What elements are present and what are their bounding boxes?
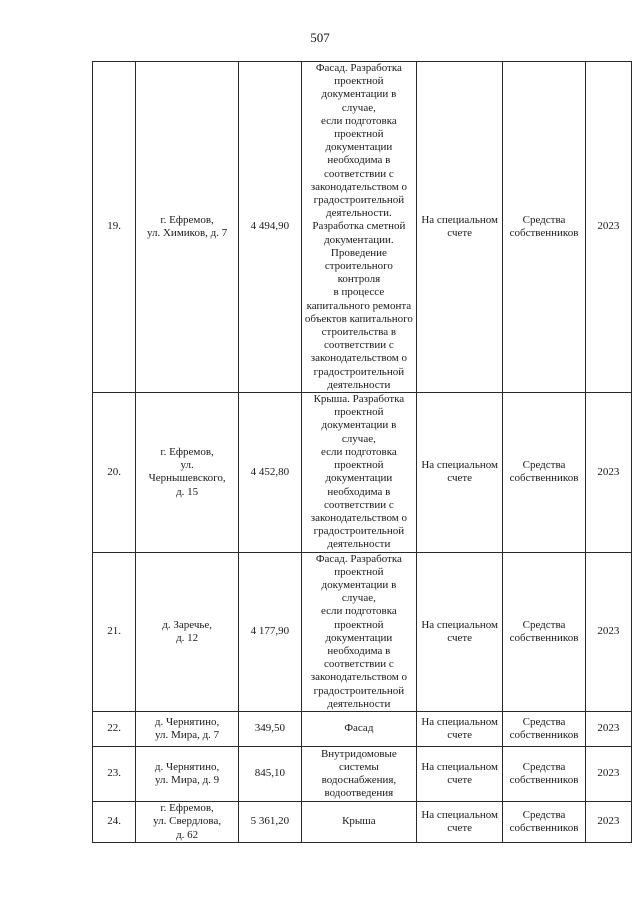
table-row — [93, 711, 632, 746]
year-cell: 2023 — [585, 393, 631, 552]
funding-method-cell: На специальном счете — [416, 801, 502, 842]
area-cell: 4 177,90 — [239, 552, 302, 711]
table-row — [93, 801, 632, 842]
work-description-cell: Внутридомовые системы водоснабжения, водоотведения — [301, 746, 416, 801]
funding-method-cell: На специальном счете — [416, 552, 502, 711]
funding-source-cell: Средства собственников — [503, 801, 585, 842]
row-number-cell: 24. — [93, 801, 136, 842]
year-cell: 2023 — [585, 801, 631, 842]
funding-source-cell: Средства собственников — [503, 711, 585, 746]
funding-method-cell: На специальном счете — [416, 746, 502, 801]
area-cell: 4 452,80 — [239, 393, 302, 552]
table-row — [93, 393, 632, 552]
row-number-cell: 23. — [93, 746, 136, 801]
capital-repair-table — [92, 61, 632, 843]
funding-method-cell: На специальном счете — [416, 393, 502, 552]
area-cell: 4 494,90 — [239, 62, 302, 393]
table-row — [93, 62, 632, 393]
year-cell: 2023 — [585, 746, 631, 801]
year-cell: 2023 — [585, 711, 631, 746]
table-row — [93, 552, 632, 711]
area-cell: 349,50 — [239, 711, 302, 746]
address-cell: г. Ефремов, ул. Химиков, д. 7 — [136, 62, 239, 393]
area-cell: 845,10 — [239, 746, 302, 801]
table-row — [93, 746, 632, 801]
year-cell: 2023 — [585, 552, 631, 711]
address-cell: г. Ефремов, ул. Чернышевского, д. 15 — [136, 393, 239, 552]
funding-source-cell: Средства собственников — [503, 62, 585, 393]
work-description-cell: Фасад — [301, 711, 416, 746]
table-body — [93, 62, 632, 843]
funding-method-cell: На специальном счете — [416, 62, 502, 393]
address-cell: г. Ефремов, ул. Свердлова, д. 62 — [136, 801, 239, 842]
funding-method-cell: На специальном счете — [416, 711, 502, 746]
work-description-cell: Фасад. Разработка проектной документации в случае, если подготовка проектной документации необходима в соответствии с законодательством о градостроительной деятельности — [301, 552, 416, 711]
row-number-cell: 22. — [93, 711, 136, 746]
year-cell: 2023 — [585, 62, 631, 393]
address-cell: д. Чернятино, ул. Мира, д. 9 — [136, 746, 239, 801]
address-cell: д. Заречье, д. 12 — [136, 552, 239, 711]
funding-source-cell: Средства собственников — [503, 393, 585, 552]
area-cell: 5 361,20 — [239, 801, 302, 842]
address-cell: д. Чернятино, ул. Мира, д. 7 — [136, 711, 239, 746]
row-number-cell: 21. — [93, 552, 136, 711]
row-number-cell: 20. — [93, 393, 136, 552]
row-number-cell: 19. — [93, 62, 136, 393]
funding-source-cell: Средства собственников — [503, 552, 585, 711]
work-description-cell: Фасад. Разработка проектной документации в случае, если подготовка проектной документации необходима в соответствии с законодательством о градостроительной деятельности. Разработка сметной документации. Проведение строительного контроля в процессе капитального ремонта объектов капитального строительства в соответствии с законодательством о градостроительной деятельности — [301, 62, 416, 393]
funding-source-cell: Средства собственников — [503, 746, 585, 801]
work-description-cell: Крыша — [301, 801, 416, 842]
page-number: 507 — [310, 30, 330, 45]
work-description-cell: Крыша. Разработка проектной документации в случае, если подготовка проектной документации необходима в соответствии с законодательством о градостроительной деятельности — [301, 393, 416, 552]
